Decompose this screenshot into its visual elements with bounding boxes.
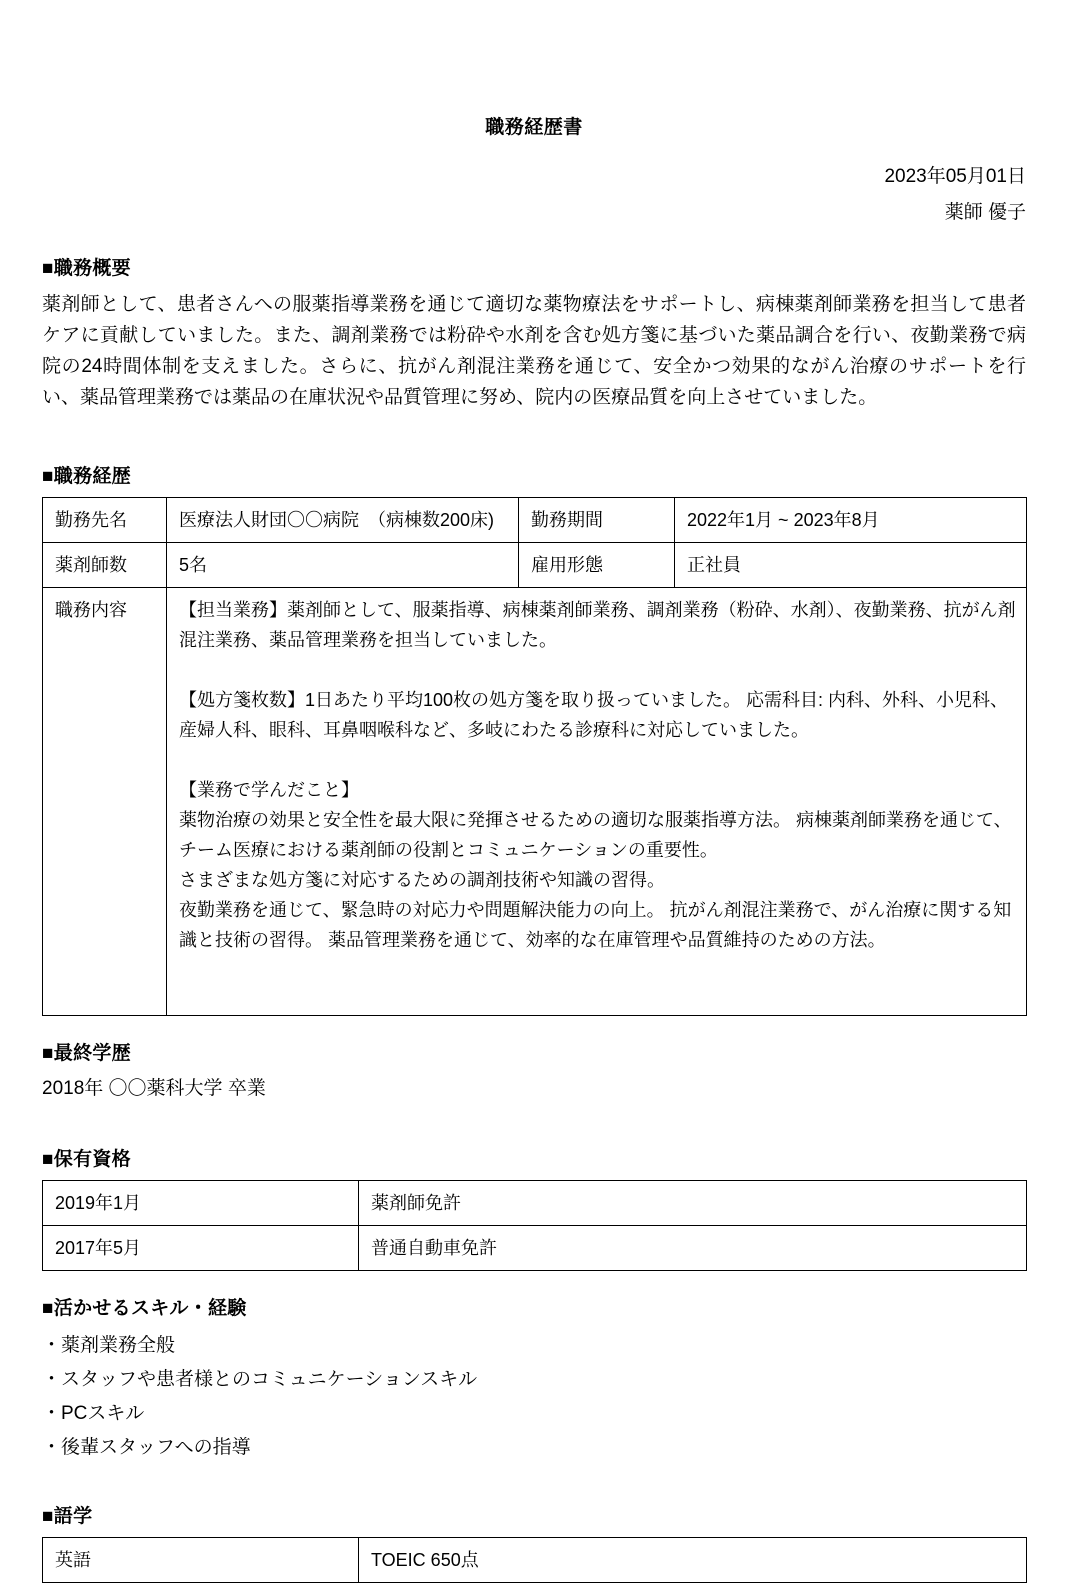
table-row xyxy=(43,498,1027,543)
duties-paragraph-assigned: 【担当業務】薬剤師として、服薬指導、病棟薬剤師業務、調剤業務（粉砕、水剤）、夜勤業務、抗がん剤混注業務、薬品管理業務を担当していました。 xyxy=(179,600,1016,650)
qualification-date: 2017年5月 xyxy=(43,1226,359,1271)
spacer xyxy=(42,1108,1026,1122)
table-row xyxy=(43,543,1027,588)
section-heading-skills: ■活かせるスキル・経験 xyxy=(42,1298,247,1319)
section-heading-career: ■職務経歴 xyxy=(42,466,131,487)
workplace-value: 医療法人財団〇〇病院 （病棟数200床) xyxy=(167,498,519,543)
table-row xyxy=(43,588,1027,1016)
summary-body: 薬剤師として、患者さんへの服薬指導業務を通じて適切な薬物療法をサポートし、病棟薬剤師業務を担当して患者ケアに貢献していました。また、調剤業務では粉砕や水剤を含む処方箋に基づいた薬品調合を行い、夜勤業務で病院の24時間体制を支えました。さらに、抗がん剤混注業務を通じて、安全かつ効果的ながん治療のサポートを行い、薬品管理業務では薬品の在庫状況や品質管理に努め、院内の医療品質を向上させていました。 xyxy=(42,294,1026,408)
spacer xyxy=(179,745,1016,775)
table-row xyxy=(43,1181,1027,1226)
duties-learned-line-2: さまざまな処方箋に対応するための調剤技術や知識の習得。 xyxy=(179,870,665,890)
career-table xyxy=(42,497,1027,1016)
qualifications-table xyxy=(42,1180,1027,1271)
language-name: 英語 xyxy=(43,1538,359,1583)
section-heading-summary: ■職務概要 xyxy=(42,258,131,279)
skills-list xyxy=(42,1329,1026,1465)
workplace-label: 勤務先名 xyxy=(43,498,167,543)
pharmacist-count-label: 薬剤師数 xyxy=(43,543,167,588)
pharmacist-count-value: 5名 xyxy=(167,543,519,588)
section-heading-qualifications: ■保有資格 xyxy=(42,1149,131,1170)
table-row xyxy=(43,1226,1027,1271)
qualification-name: 薬剤師免許 xyxy=(359,1181,1027,1226)
language-table xyxy=(42,1537,1027,1583)
qualification-date: 2019年1月 xyxy=(43,1181,359,1226)
employment-type-value: 正社員 xyxy=(675,543,1027,588)
spacer xyxy=(42,1465,1026,1479)
document-author: 薬師 優子 xyxy=(944,202,1026,223)
duties-learned-title: 【業務で学んだこと】 xyxy=(179,780,359,800)
document-date: 2023年05月01日 xyxy=(884,166,1026,187)
duties-learned-line-3: 夜勤業務を通じて、緊急時の対応力や問題解決能力の向上。 抗がん剤混注業務で、がん治療に関する知識と技術の習得。 薬品管理業務を通じて、効率的な在庫管理や品質維持のための方法。 xyxy=(179,900,1012,950)
table-row xyxy=(43,1538,1027,1583)
section-heading-education: ■最終学歴 xyxy=(42,1043,131,1064)
duties-value xyxy=(167,588,1027,1016)
duties-label: 職務内容 xyxy=(43,588,167,1016)
employment-type-label: 雇用形態 xyxy=(519,543,675,588)
document-meta xyxy=(42,159,1026,231)
list-item: ・薬剤業務全般 xyxy=(42,1335,176,1356)
spacer xyxy=(179,655,1016,685)
spacer xyxy=(42,413,1026,439)
page-title: 職務経歴書 xyxy=(485,117,583,138)
document-content xyxy=(42,0,1026,1583)
education-line: 2018年 〇〇薬科大学 卒業 xyxy=(42,1078,266,1099)
list-item: ・スタッフや患者様とのコミュニケーションスキル xyxy=(42,1369,478,1390)
list-item: ・後輩スタッフへの指導 xyxy=(42,1437,251,1458)
qualification-name: 普通自動車免許 xyxy=(359,1226,1027,1271)
period-value: 2022年1月 ~ 2023年8月 xyxy=(675,498,1027,543)
duties-learned-line-1: 薬物治療の効果と安全性を最大限に発揮させるための適切な服薬指導方法。 病棟薬剤師業務を通じて、チーム医療における薬剤師の役割とコミュニケーションの重要性。 xyxy=(179,810,1012,860)
duties-paragraph-prescriptions: 【処方箋枚数】1日あたり平均100枚の処方箋を取り扱っていました。 応需科目: 内科、外科、小児科、産婦人科、眼科、耳鼻咽喉科など、多岐にわたる診療科に対応していました。 xyxy=(179,690,1009,740)
language-level: TOEIC 650点 xyxy=(359,1538,1027,1583)
list-item: ・PCスキル xyxy=(42,1403,145,1424)
period-label: 勤務期間 xyxy=(519,498,675,543)
section-heading-language: ■語学 xyxy=(42,1506,93,1527)
